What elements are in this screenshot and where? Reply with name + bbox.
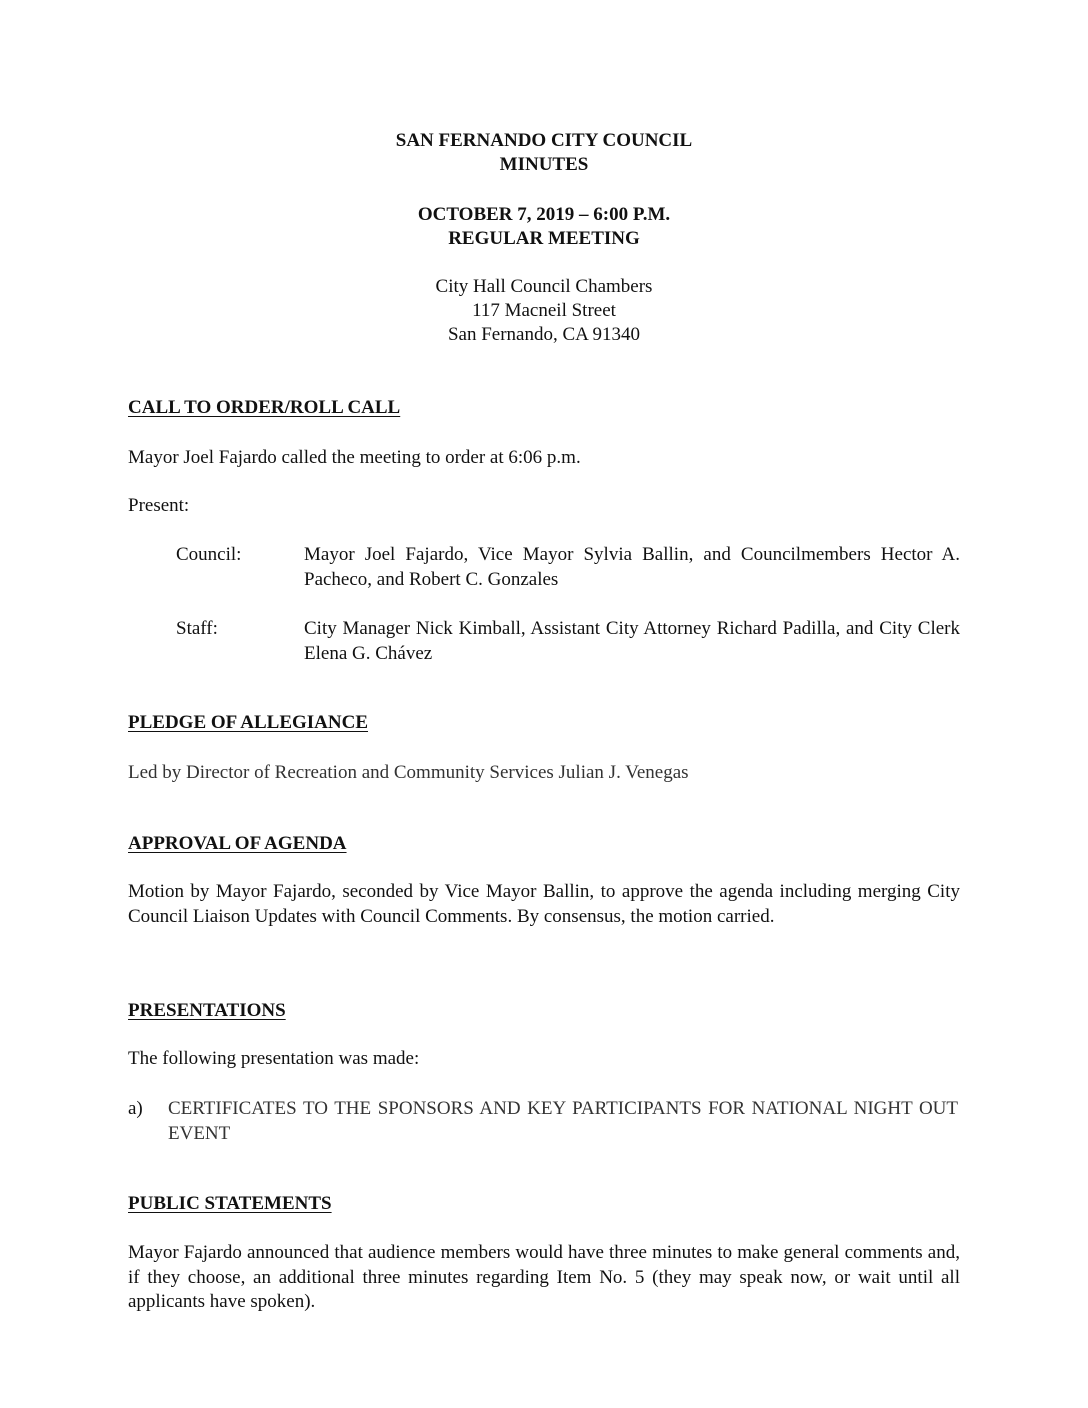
council-label: Council: [176,544,242,565]
presentation-item-text: CERTIFICATES TO THE SPONSORS AND KEY PARTICIPANTS FOR NATIONAL NIGHT OUT EVENT [168,1098,958,1144]
call-to-order-heading: CALL TO ORDER/ROLL CALL [128,397,401,418]
presentations-intro: The following presentation was made: [128,1048,420,1069]
agenda-heading: APPROVAL OF AGENDA [128,833,347,854]
staff-members-text: City Manager Nick Kimball, Assistant City Attorney Richard Padilla, and City Clerk Elena G. Chávez [304,618,960,664]
meeting-date-time: OCTOBER 7, 2019 – 6:00 P.M. [417,204,671,225]
presentation-item-marker: a) [128,1098,143,1119]
location-line-2: 117 Macneil Street [472,300,616,321]
location-line-1: City Hall Council Chambers [435,276,653,297]
call-to-order-text: Mayor Joel Fajardo called the meeting to order at 6:06 p.m. [128,447,581,468]
pledge-heading: PLEDGE OF ALLEGIANCE [128,712,369,733]
pledge-text: Led by Director of Recreation and Community Services Julian J. Venegas [128,762,689,783]
council-members-text: Mayor Joel Fajardo, Vice Mayor Sylvia Ballin, and Councilmembers Hector A. Pacheco, and Robert C. Gonzales [304,544,960,590]
presentations-heading: PRESENTATIONS [128,1000,286,1021]
doc-type-title: MINUTES [499,154,589,175]
present-label: Present: [128,495,190,516]
location-line-3: San Fernando, CA 91340 [447,324,641,345]
agenda-text: Motion by Mayor Fajardo, seconded by Vice Mayor Ballin, to approve the agenda including merging City Council Liaison Updates with Council Comments. By consensus, the motion carried. [128,881,960,927]
public-statements-text: Mayor Fajardo announced that audience members would have three minutes to make general comments and, if they choose, an additional three minutes regarding Item No. 5 (they may speak now, or wait until all applicants have spoken). [128,1242,960,1312]
staff-label: Staff: [176,618,218,639]
org-title: SAN FERNANDO CITY COUNCIL [395,130,693,151]
public-statements-heading: PUBLIC STATEMENTS [128,1193,332,1214]
meeting-type: REGULAR MEETING [448,228,640,249]
